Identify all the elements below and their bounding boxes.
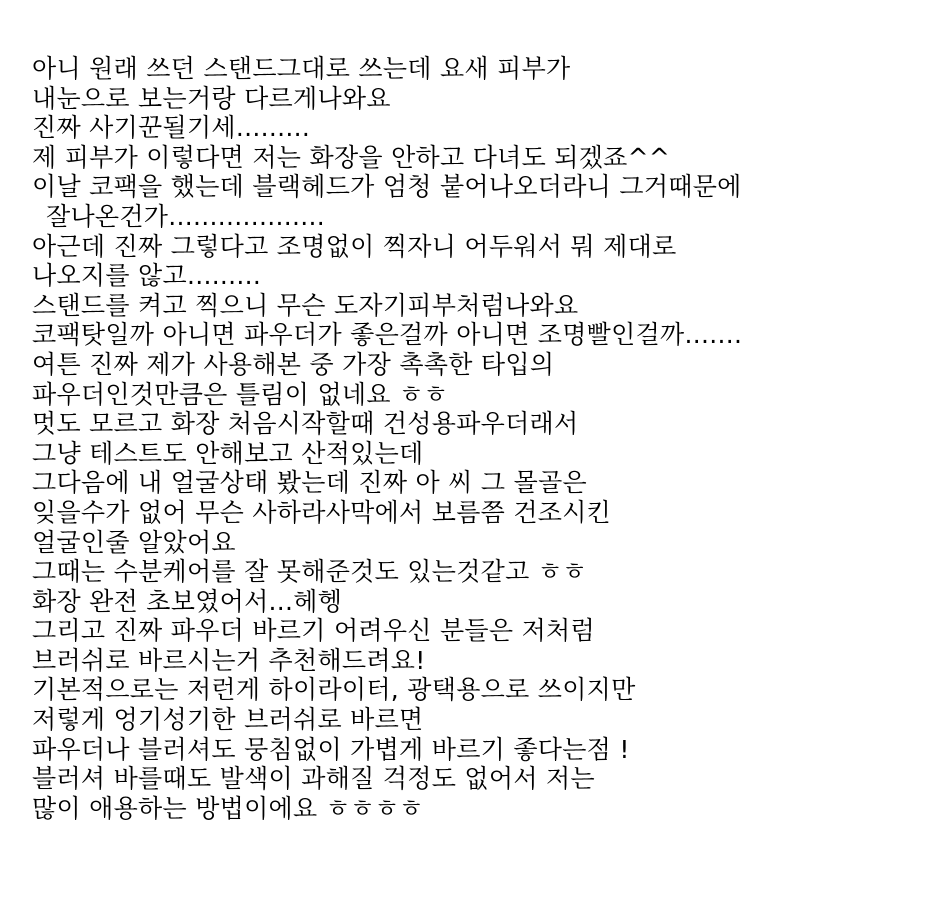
text-line: 멋도 모르고 화장 처음시작할때 건성용파우더래서 <box>32 409 579 439</box>
text-line: 이날 코팩을 했는데 블랙헤드가 엄청 붙어나오더라니 그거때문에 <box>32 172 742 202</box>
text-line: 브러쉬로 바르시는거 추천해드려요! <box>32 645 426 675</box>
text-line: 여튼 진짜 제가 사용해본 중 가장 촉촉한 타입의 <box>32 349 555 379</box>
text-line: 파우더나 블러셔도 뭉침없이 가볍게 바르기 좋다는점 ! <box>32 734 630 764</box>
text-line: 많이 애용하는 방법이에요 ㅎㅎㅎㅎ <box>32 793 424 823</box>
text-line: 화장 완전 초보였어서...헤헹 <box>32 586 343 616</box>
text-line: 그다음에 내 얼굴상태 봤는데 진짜 아 씨 그 몰골은 <box>32 468 587 498</box>
text-line: 나오지를 않고......... <box>32 261 262 291</box>
text-line: 잊을수가 없어 무슨 사하라사막에서 보름쯤 건조시킨 <box>32 497 612 527</box>
text-line: 그냥 테스트도 안해보고 산적있는데 <box>32 438 424 468</box>
text-line: 진짜 사기꾼될기세......... <box>32 113 311 143</box>
text-line: 그리고 진짜 파우더 바르기 어려우신 분들은 저처럼 <box>32 616 595 646</box>
text-line: 제 피부가 이렇다면 저는 화장을 안하고 다녀도 되겠죠^^ <box>32 142 671 172</box>
post-body <box>32 54 936 823</box>
text-line: 블러셔 바를때도 발색이 과해질 걱정도 없어서 저는 <box>32 764 595 794</box>
text-line: 내눈으로 보는거랑 다르게나와요 <box>32 83 391 113</box>
text-line: 스탠드를 켜고 찍으니 무슨 도자기피부처럼나와요 <box>32 290 579 320</box>
text-line: 코팩탓일까 아니면 파우더가 좋은걸까 아니면 조명빨인걸까....... <box>32 320 743 350</box>
text-line: 아니 원래 쓰던 스탠드그대로 쓰는데 요새 피부가 <box>32 54 571 83</box>
text-line: 그때는 수분케어를 잘 못해준것도 있는것같고 ㅎㅎ <box>32 557 587 587</box>
text-line: 저렇게 엉기성기한 브러쉬로 바르면 <box>32 705 424 735</box>
text-line: 아근데 진짜 그렇다고 조명없이 찍자니 어두워서 뭐 제대로 <box>32 231 677 261</box>
text-line: 잘나온건가................... <box>46 201 325 231</box>
text-line: 얼굴인줄 알았어요 <box>32 527 236 557</box>
text-line: 파우더인것만큼은 틀림이 없네요 ㅎㅎ <box>32 379 448 409</box>
text-line: 기본적으로는 저런게 하이라이터, 광택용으로 쓰이지만 <box>32 675 636 705</box>
